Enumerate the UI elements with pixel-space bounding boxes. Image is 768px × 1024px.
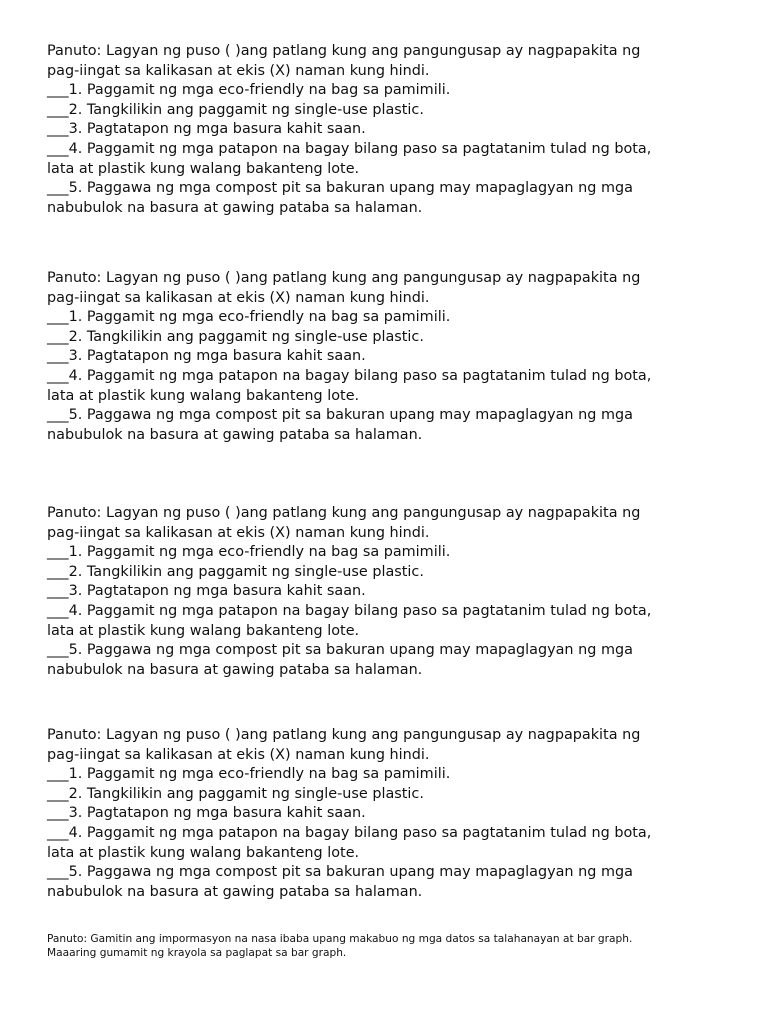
item-5-line-1: ___5. Paggawa ng mga compost pit sa bakuran upang may mapaglagyan ng mga bbox=[47, 864, 633, 881]
item-5-line-1: ___5. Paggawa ng mga compost pit sa bakuran upang may mapaglagyan ng mga bbox=[47, 407, 633, 424]
item-5-line-1: ___5. Paggawa ng mga compost pit sa bakuran upang may mapaglagyan ng mga bbox=[47, 642, 633, 659]
instruction-line-1: Panuto: Lagyan ng puso ( )ang patlang kung ang pangungusap ay nagpapakita ng bbox=[47, 270, 641, 286]
item-3: ___3. Pagtatapon ng mga basura kahit saan. bbox=[47, 121, 366, 138]
worksheet-block-3 bbox=[47, 504, 747, 680]
footer-line-2: Maaaring gumamit ng krayola sa paglapat sa bar graph. bbox=[47, 946, 347, 959]
item-5-line-2: nabubulok na basura at gawing pataba sa halaman. bbox=[47, 199, 423, 216]
item-1: ___1. Paggamit ng mga eco-friendly na bag sa pamimili. bbox=[47, 309, 451, 326]
instruction-line-2: pag-iingat sa kalikasan at ekis (X) naman kung hindi. bbox=[47, 524, 430, 541]
item-4-line-2: lata at plastik kung walang bakanteng lote. bbox=[47, 844, 360, 861]
item-3: ___3. Pagtatapon ng mga basura kahit saan. bbox=[47, 805, 366, 822]
item-1: ___1. Paggamit ng mga eco-friendly na bag sa pamimili. bbox=[47, 766, 451, 783]
item-4-line-1: ___4. Paggamit ng mga patapon na bagay bilang paso sa pagtatanim tulad ng bota, bbox=[47, 602, 652, 619]
item-2: ___2. Tangkilikin ang paggamit ng single-use plastic. bbox=[47, 785, 424, 802]
instruction-line-2: pag-iingat sa kalikasan at ekis (X) naman kung hindi. bbox=[47, 746, 430, 763]
item-3: ___3. Pagtatapon ng mga basura kahit saan. bbox=[47, 583, 366, 600]
footer-line-1: Panuto: Gamitin ang impormasyon na nasa ibaba upang makabuo ng mga datos sa talahanayan at bar graph. bbox=[47, 933, 633, 945]
item-3: ___3. Pagtatapon ng mga basura kahit saan. bbox=[47, 348, 366, 365]
instruction-line-2: pag-iingat sa kalikasan at ekis (X) naman kung hindi. bbox=[47, 62, 430, 79]
item-4-line-1: ___4. Paggamit ng mga patapon na bagay bilang paso sa pagtatanim tulad ng bota, bbox=[47, 140, 652, 157]
item-1: ___1. Paggamit ng mga eco-friendly na bag sa pamimili. bbox=[47, 82, 451, 99]
item-5-line-2: nabubulok na basura at gawing pataba sa halaman. bbox=[47, 883, 423, 900]
item-5-line-1: ___5. Paggawa ng mga compost pit sa bakuran upang may mapaglagyan ng mga bbox=[47, 180, 633, 197]
item-4-line-2: lata at plastik kung walang bakanteng lote. bbox=[47, 622, 360, 639]
item-2: ___2. Tangkilikin ang paggamit ng single-use plastic. bbox=[47, 101, 424, 118]
instruction-line-1: Panuto: Lagyan ng puso ( )ang patlang kung ang pangungusap ay nagpapakita ng bbox=[47, 505, 641, 521]
item-5-line-2: nabubulok na basura at gawing pataba sa halaman. bbox=[47, 661, 423, 678]
instruction-line-1: Panuto: Lagyan ng puso ( )ang patlang kung ang pangungusap ay nagpapakita ng bbox=[47, 727, 641, 743]
item-1: ___1. Paggamit ng mga eco-friendly na bag sa pamimili. bbox=[47, 544, 451, 561]
item-4-line-2: lata at plastik kung walang bakanteng lote. bbox=[47, 160, 360, 177]
item-2: ___2. Tangkilikin ang paggamit ng single-use plastic. bbox=[47, 563, 424, 580]
item-5-line-2: nabubulok na basura at gawing pataba sa halaman. bbox=[47, 426, 423, 443]
footer-instruction bbox=[47, 933, 747, 960]
instruction-line-2: pag-iingat sa kalikasan at ekis (X) naman kung hindi. bbox=[47, 289, 430, 306]
item-4-line-1: ___4. Paggamit ng mga patapon na bagay bilang paso sa pagtatanim tulad ng bota, bbox=[47, 824, 652, 841]
item-4-line-2: lata at plastik kung walang bakanteng lote. bbox=[47, 387, 360, 404]
worksheet-block-2 bbox=[47, 269, 747, 445]
worksheet-block-1 bbox=[47, 42, 747, 218]
worksheet-block-4 bbox=[47, 726, 747, 902]
item-4-line-1: ___4. Paggamit ng mga patapon na bagay bilang paso sa pagtatanim tulad ng bota, bbox=[47, 367, 652, 384]
item-2: ___2. Tangkilikin ang paggamit ng single-use plastic. bbox=[47, 328, 424, 345]
instruction-line-1: Panuto: Lagyan ng puso ( )ang patlang kung ang pangungusap ay nagpapakita ng bbox=[47, 43, 641, 59]
